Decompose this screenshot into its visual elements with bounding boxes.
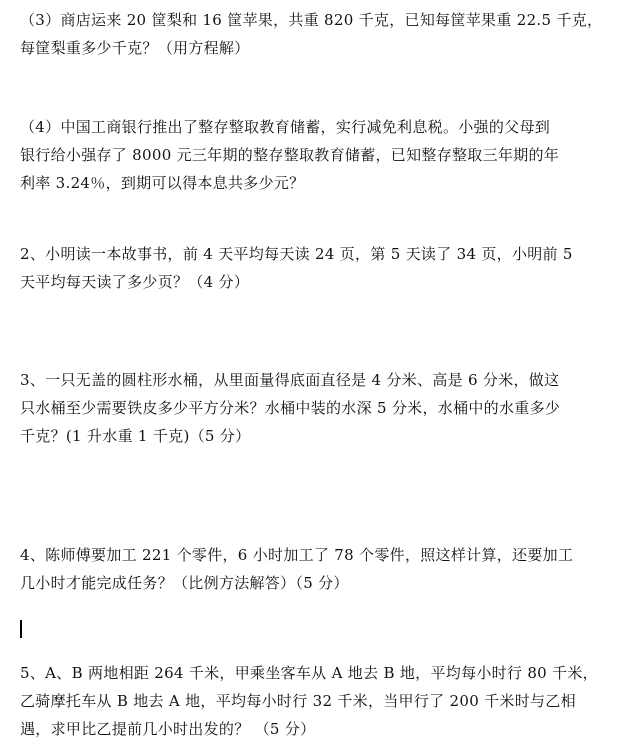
question-5 (20, 659, 620, 743)
question-4-line-2: 几小时才能完成任务？（比例方法解答）（5 分） (20, 574, 349, 592)
problem-4-line-3: 利率 3.24％，到期可以得本息共多少元？ (20, 174, 305, 192)
question-5-line-1: 5、A、B 两地相距 264 千米，甲乘坐客车从 A 地去 B 地，平均每小时行 80 千米， (20, 664, 598, 682)
question-2 (20, 240, 620, 296)
question-3-line-2: 只水桶至少需要铁皮多少平方分米？水桶中装的水深 5 分米，水桶中的水重多少 (20, 399, 561, 417)
problem-3 (20, 6, 620, 62)
question-5-line-2: 乙骑摩托车从 B 地去 A 地，平均每小时行 32 千米，当甲行了 200 千米时与乙相 (20, 692, 576, 710)
question-2-line-1: 2、小明读一本故事书，前 4 天平均每天读 24 页，第 5 天读了 34 页，小明前 5 (20, 245, 573, 263)
question-2-line-2: 天平均每天读了多少页？（4 分） (20, 273, 250, 291)
question-3-line-3: 千克？(1 升水重 1 千克)（5 分） (20, 427, 251, 445)
question-3 (20, 366, 620, 450)
problem-4-line-1: （4）中国工商银行推出了整存整取教育储蓄，实行减免利息税。小强的父母到 (20, 118, 551, 136)
question-4-line-1: 4、陈师傅要加工 221 个零件，6 小时加工了 78 个零件，照这样计算，还要加工 (20, 546, 574, 564)
problem-4 (20, 113, 620, 197)
problem-3-line-1: （3）商店运来 20 筐梨和 16 筐苹果，共重 820 千克，已知每筐苹果重 22.5 千克， (20, 11, 603, 29)
problem-3-line-2: 每筐梨重多少千克？（用方程解） (20, 39, 250, 57)
question-4 (20, 541, 620, 597)
text-cursor[interactable] (20, 620, 22, 638)
question-5-line-3: 遇，求甲比乙提前几小时出发的？ （5 分） (20, 720, 316, 738)
question-3-line-1: 3、一只无盖的圆柱形水桶，从里面量得底面直径是 4 分米、高是 6 分米，做这 (20, 371, 560, 389)
problem-4-line-2: 银行给小强存了 8000 元三年期的整存整取教育储蓄，已知整存整取三年期的年 (20, 146, 560, 164)
